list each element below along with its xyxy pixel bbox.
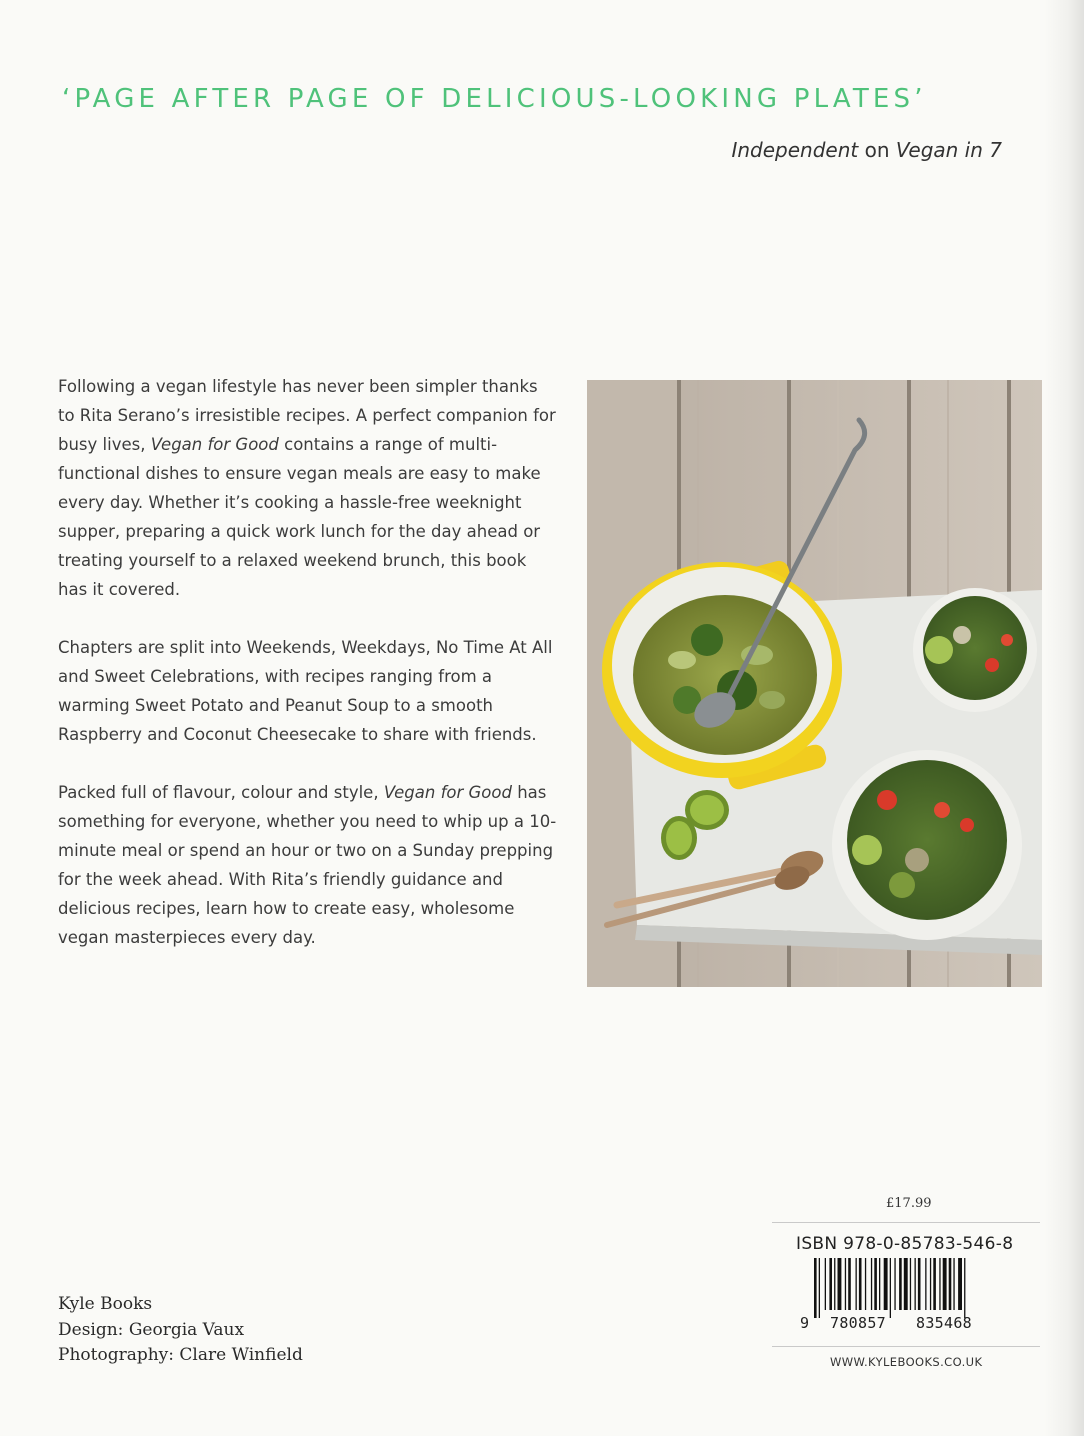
barcode-bar [949,1258,952,1310]
barcode-bar [865,1258,866,1310]
barcode-bar [939,1258,940,1310]
barcode-bar [894,1258,895,1310]
barcode-bar [899,1258,902,1310]
photography-credit: Photography: Clare Winfield [58,1345,303,1365]
barcode-bar [958,1258,962,1310]
review-quote: ‘PAGE AFTER PAGE OF DELICIOUS-LOOKING PLATES’ [62,84,927,114]
barcode-digit-first: 9 [800,1314,810,1332]
barcode-bar [953,1258,954,1310]
blurb-paragraph-1: Following a vegan lifestyle has never been simpler thanks to Rita Serano’s irresistible recipes. A perfect companion for busy lives, Vegan for Good contains a range of multi-functional dishes to ensure vegan meals are easy to make every day. Whether it’s cooking a hassle-free weeknight supper, preparing a quick work lunch for the day ahead or treating yourself to a relaxed weekend brunch, this book has it covered. [58,377,556,599]
barcode-bar [814,1258,817,1318]
attribution-book: Vegan in 7 [895,138,1002,162]
barcode-bar [856,1258,857,1310]
barcode-bar [933,1258,936,1310]
barcode-bar [925,1258,926,1310]
blurb-paragraph-2: Chapters are split into Weekends, Weekdays, No Time At All and Sweet Celebrations, with recipes ranging from a warming Sweet Potato and Peanut Soup to a smooth Raspberry and Coconut Cheesecake to share with friends. [58,638,553,744]
quote-attribution [731,138,1002,162]
barcode-bar [904,1258,908,1310]
divider-top [772,1222,1040,1223]
price-label: £17.99 [886,1196,932,1211]
food-photo [587,380,1042,987]
credits-block [58,1292,303,1369]
attribution-source: Independent [731,138,859,162]
barcode-bar [845,1258,846,1310]
book-title-italic: Vegan for Good [383,783,512,802]
barcode-bar [918,1258,921,1310]
barcode-bar [874,1258,877,1310]
barcode-bar [829,1258,832,1310]
spine-shadow [1044,0,1084,1436]
barcode-bar [890,1258,891,1318]
barcode-digits-left: 780857 [830,1314,886,1332]
barcode-bar [915,1258,916,1310]
barcode-bar [819,1258,820,1318]
barcode-bar [859,1258,862,1310]
barcode-bar [825,1258,826,1310]
barcode [800,1258,1020,1336]
barcode-bar [884,1258,888,1310]
barcode-bar [838,1258,842,1310]
book-title-italic: Vegan for Good [150,435,279,454]
barcode-bar [910,1258,911,1310]
barcode-bar [848,1258,851,1310]
barcode-bar [879,1258,880,1310]
divider-bottom [772,1346,1040,1347]
book-blurb [58,372,558,981]
publisher-name: Kyle Books [58,1294,153,1314]
barcode-digits-right: 835468 [916,1314,972,1332]
barcode-bar [871,1258,872,1310]
barcode-bar [834,1258,835,1310]
blurb-paragraph-3: Packed full of flavour, colour and style, Vegan for Good has something for everyone, whether you need to whip up a 10-minute meal or spend an hour or two on a Sunday prepping for the week ahead. With Rita’s friendly guidance and delicious recipes, learn how to create easy, wholesome vegan masterpieces every day. [58,783,557,947]
barcode-bar [964,1258,965,1318]
isbn-label: ISBN 978-0-85783-546-8 [796,1234,1014,1254]
publisher-website: WWW.KYLEBOOKS.CO.UK [830,1355,983,1369]
barcode-bar [930,1258,931,1310]
design-credit: Design: Georgia Vaux [58,1319,245,1340]
barcode-bar [943,1258,947,1310]
attribution-on: on [864,138,890,162]
